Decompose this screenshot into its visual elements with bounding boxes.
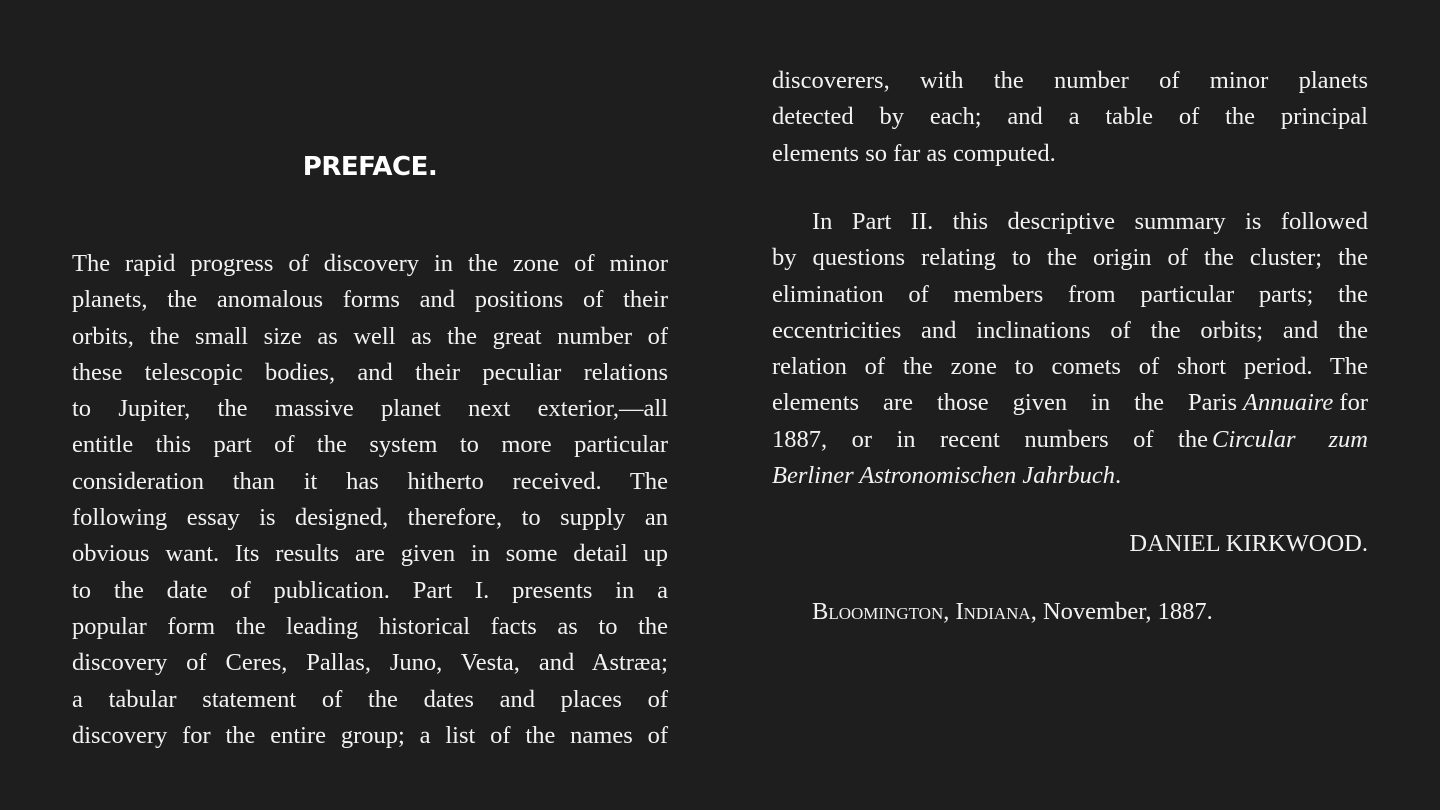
text-fragment: 1887, or in recent numbers of the (772, 425, 1208, 453)
text-line: a tabular statement of the dates and places of (72, 685, 668, 713)
text-line: elimination of members from particular parts; the (772, 280, 1368, 308)
text-fragment: . (1114, 462, 1122, 490)
place-state: Indiana (955, 598, 1031, 625)
page-title: PREFACE. (302, 152, 438, 182)
annuaire-title: Annuaire (1243, 389, 1334, 417)
text-line-with-italic (772, 422, 1368, 458)
text-line: entitle this part of the system to more particular (72, 431, 668, 459)
text-line: to Jupiter, the massive planet next exterior,—all (72, 395, 668, 423)
jahrbuch-title: Berliner Astronomischen Jahrbuch (772, 462, 1115, 490)
text-line: orbits, the small size as well as the great number of (72, 322, 668, 350)
italic-title (1237, 385, 1368, 421)
text-line: these telescopic bodies, and their peculiar relations (72, 358, 668, 386)
text-line: relation of the zone to comets of short period. The (772, 353, 1368, 381)
right-page-paragraph-2 (772, 204, 1368, 494)
text-line: planets, the anomalous forms and positions of their (72, 286, 668, 314)
circular-title: Circular zum (1212, 425, 1368, 453)
text-fragment: elements are those given in the Paris (772, 389, 1238, 417)
place-city: Bloomington (812, 598, 944, 625)
text-line: by questions relating to the origin of the cluster; the (772, 244, 1368, 272)
text-line: consideration than it has hitherto received. The (72, 467, 668, 495)
text-line: In Part II. this descriptive summary is followed (812, 208, 1368, 235)
text-fragment: for (1339, 389, 1368, 417)
text-line-with-italic (772, 385, 1368, 421)
text-line: detected by each; and a table of the principal (772, 103, 1368, 131)
text-line: following essay is designed, therefore, to supply an (72, 504, 668, 532)
text-line: discovery for the entire group; a list of the names of (72, 721, 668, 749)
text-line: discovery of Ceres, Pallas, Juno, Vesta, and Astræa; (72, 649, 668, 677)
place-separator: , (943, 598, 956, 625)
text-line-with-italic (772, 458, 1368, 494)
left-page-body (72, 246, 668, 754)
text-line: to the date of publication. Part I. presents in a (72, 576, 668, 604)
text-line: discoverers, with the number of minor planets (772, 67, 1368, 94)
text-line: eccentricities and inclinations of the orbits; and the (772, 316, 1368, 344)
text-line: popular form the leading historical facts as to the (72, 612, 668, 640)
text-line: elements so far as computed. (772, 139, 1056, 167)
place-date: , November, 1887. (1030, 598, 1213, 625)
text-line: The rapid progress of discovery in the zone of minor (72, 250, 668, 277)
signature: DANIEL KIRKWOOD. (1129, 530, 1368, 557)
right-page-paragraph-1 (772, 63, 1368, 172)
text-line: obvious want. Its results are given in some detail up (72, 540, 668, 568)
place-and-date (772, 594, 1368, 630)
